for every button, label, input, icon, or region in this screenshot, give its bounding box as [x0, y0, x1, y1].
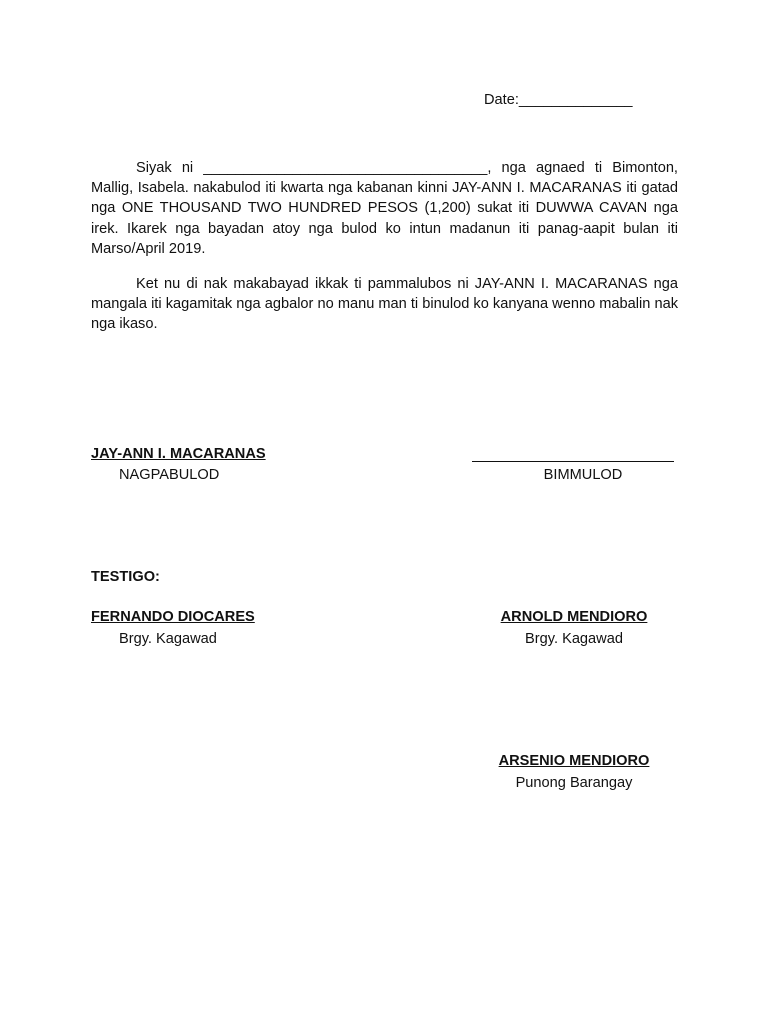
witness-1-name: FERNANDO DIOCARES — [91, 609, 255, 625]
witness-1-title: Brgy. Kagawad — [119, 631, 217, 647]
date-field: Date:______________ — [484, 92, 633, 108]
witness-2-name: ARNOLD MENDIORO — [500, 609, 648, 625]
witness-3-title: Punong Barangay — [515, 775, 633, 791]
borrower-role: BIMMULOD — [543, 467, 623, 483]
body-paragraph-1: Siyak ni ___________________________________, nga agnaed ti Bimonton, Mallig, Isabela. nakabulod iti kwarta nga kabanan kinni JAY-ANN I. MACARANAS iti gatad nga ONE THOUSAND TWO HUNDRED PESOS (1,200) sukat iti DUWWA CAVAN nga irek. Ikarek nga bayadan atoy nga bulod ko intun madanun iti panag-aapit bulan iti Marso/April 2019. — [91, 160, 678, 257]
witness-heading: TESTIGO: — [91, 569, 160, 585]
body-paragraph-2: Ket nu di nak makabayad ikkak ti pammalubos ni JAY-ANN I. MACARANAS nga mangala iti kagamitak nga agbalor no manu man ti binulod ko kanyana wenno mabalin nak nga ikaso. — [91, 276, 678, 333]
witness-2-title: Brgy. Kagawad — [525, 631, 623, 647]
lender-role: NAGPABULOD — [119, 467, 220, 483]
borrower-signature-line — [472, 446, 674, 462]
witness-3-name: ARSENIO MENDIORO — [498, 753, 650, 769]
lender-name: JAY-ANN I. MACARANAS — [91, 446, 266, 462]
